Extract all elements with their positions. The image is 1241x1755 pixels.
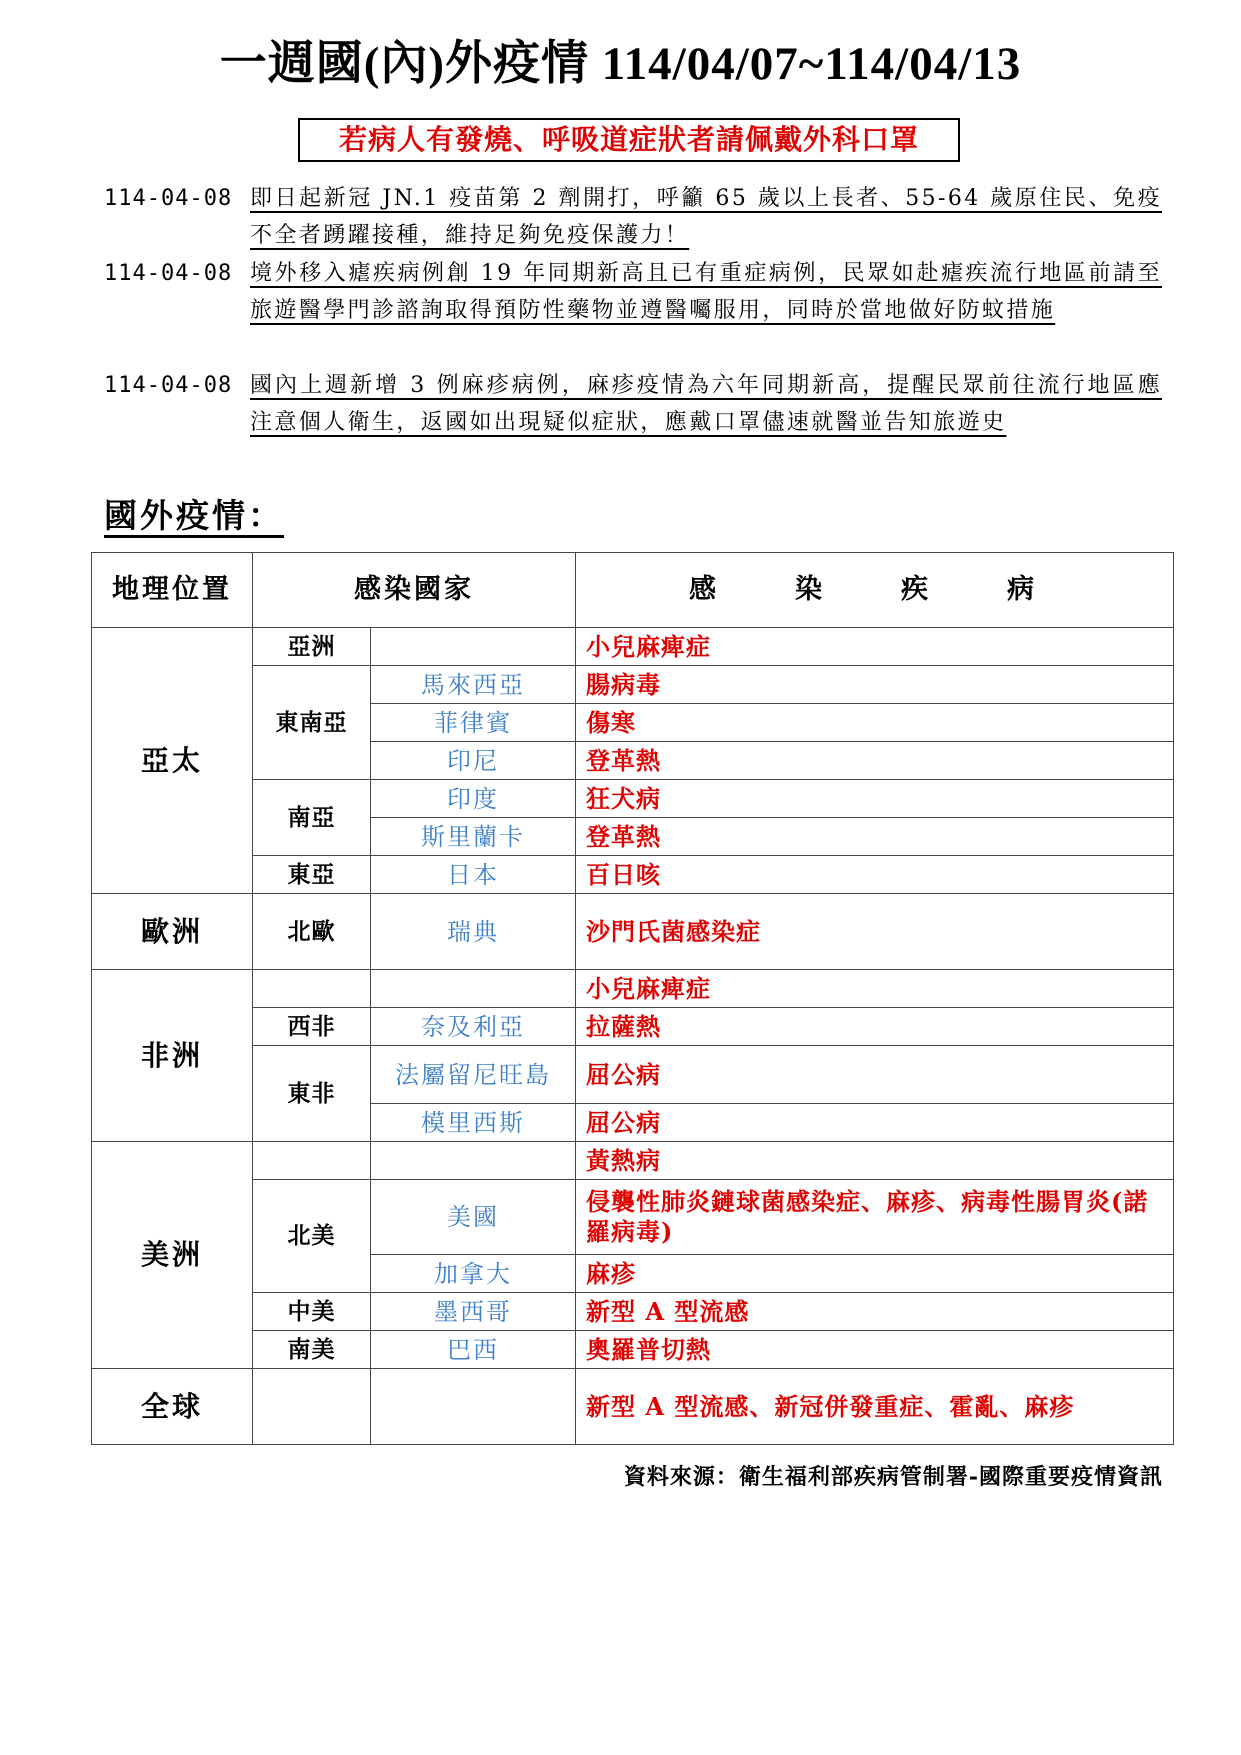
country-cell: 巴西 <box>371 1331 576 1369</box>
table-header-row <box>92 553 1174 628</box>
region-cell <box>253 1142 371 1180</box>
region-cell: 北美 <box>253 1180 371 1293</box>
disease-cell: 奧羅普切熱 <box>576 1331 1174 1369</box>
news-item <box>104 367 1164 478</box>
country-cell <box>371 628 576 666</box>
country-cell <box>371 1369 576 1445</box>
header-disease: 感 染 疾 病 <box>576 553 1174 628</box>
disease-cell: 傷寒 <box>576 704 1174 742</box>
region-cell: 中美 <box>253 1293 371 1331</box>
disease-cell: 腸病毒 <box>576 666 1174 704</box>
table-row <box>92 1180 1174 1255</box>
country-cell: 模里西斯 <box>371 1104 576 1142</box>
table-row <box>92 1142 1174 1180</box>
country-cell: 斯里蘭卡 <box>371 818 576 856</box>
country-cell: 加拿大 <box>371 1255 576 1293</box>
epidemic-table <box>91 552 1174 1445</box>
table-row <box>92 1293 1174 1331</box>
country-cell: 日本 <box>371 856 576 894</box>
header-country: 感染國家 <box>253 553 576 628</box>
country-cell: 奈及利亞 <box>371 1008 576 1046</box>
disease-cell: 小兒麻痺症 <box>576 970 1174 1008</box>
country-cell: 法屬留尼旺島 <box>371 1046 576 1104</box>
region-cell <box>253 970 371 1008</box>
news-date: 114-04-08 <box>104 373 233 398</box>
news-date: 114-04-08 <box>104 186 233 211</box>
section-title: 國外疫情： <box>104 496 284 535</box>
table-row <box>92 894 1174 970</box>
disease-cell: 登革熱 <box>576 818 1174 856</box>
disease-cell: 登革熱 <box>576 742 1174 780</box>
table-row <box>92 1369 1174 1445</box>
table-row <box>92 666 1174 704</box>
table-row <box>92 780 1174 818</box>
region-cell: 西非 <box>253 1008 371 1046</box>
data-source: 資料來源：衛生福利部疾病管制署-國際重要疫情資訊 <box>623 1464 1163 1490</box>
mask-warning-banner: 若病人有發燒、呼吸道症狀者請佩戴外科口罩 <box>298 118 960 162</box>
disease-cell: 屈公病 <box>576 1104 1174 1142</box>
geo-cell: 美洲 <box>92 1142 253 1369</box>
country-cell: 印尼 <box>371 742 576 780</box>
table-row <box>92 970 1174 1008</box>
news-text: 國內上週新增 3 例麻疹病例，麻疹疫情為六年同期新高，提醒民眾前往流行地區應注意個人衛生，返國如出現疑似症狀，應戴口罩儘速就醫並告知旅遊史 <box>250 373 1162 435</box>
region-cell: 東南亞 <box>253 666 371 780</box>
table-row <box>92 1331 1174 1369</box>
country-cell: 瑞典 <box>371 894 576 970</box>
country-cell: 印度 <box>371 780 576 818</box>
region-cell <box>253 1369 371 1445</box>
country-cell: 馬來西亞 <box>371 666 576 704</box>
geo-cell: 全球 <box>92 1369 253 1445</box>
region-cell: 南美 <box>253 1331 371 1369</box>
table-row <box>92 856 1174 894</box>
disease-cell: 小兒麻痺症 <box>576 628 1174 666</box>
news-item <box>104 180 1164 254</box>
region-cell: 東非 <box>253 1046 371 1142</box>
country-cell: 墨西哥 <box>371 1293 576 1331</box>
news-item <box>104 255 1164 366</box>
region-cell: 亞洲 <box>253 628 371 666</box>
region-cell: 東亞 <box>253 856 371 894</box>
country-cell: 美國 <box>371 1180 576 1255</box>
region-cell: 南亞 <box>253 780 371 856</box>
disease-cell: 黃熱病 <box>576 1142 1174 1180</box>
disease-cell: 新型 A 型流感 <box>576 1293 1174 1331</box>
country-cell <box>371 970 576 1008</box>
disease-cell: 屈公病 <box>576 1046 1174 1104</box>
page-title: 一週國(內)外疫情 114/04/07~114/04/13 <box>219 38 1022 90</box>
news-text: 即日起新冠 JN.1 疫苗第 2 劑開打，呼籲 65 歲以上長者、55-64 歲原住民、免疫不全者踴躍接種，維持足夠免疫保護力！ <box>250 186 1162 248</box>
geo-cell: 非洲 <box>92 970 253 1142</box>
news-date: 114-04-08 <box>104 261 233 286</box>
disease-cell: 沙門氏菌感染症 <box>576 894 1174 970</box>
table-row <box>92 1046 1174 1104</box>
geo-cell: 亞太 <box>92 628 253 894</box>
disease-cell: 狂犬病 <box>576 780 1174 818</box>
header-geo: 地理位置 <box>92 553 253 628</box>
disease-cell: 侵襲性肺炎鏈球菌感染症、麻疹、病毒性腸胃炎(諾羅病毒) <box>576 1180 1174 1255</box>
disease-cell: 百日咳 <box>576 856 1174 894</box>
country-cell: 菲律賓 <box>371 704 576 742</box>
geo-cell: 歐洲 <box>92 894 253 970</box>
region-cell: 北歐 <box>253 894 371 970</box>
news-text: 境外移入瘧疾病例創 19 年同期新高且已有重症病例，民眾如赴瘧疾流行地區前請至旅遊醫學門診諮詢取得預防性藥物並遵醫囑服用，同時於當地做好防蚊措施 <box>250 261 1162 323</box>
disease-cell: 拉薩熱 <box>576 1008 1174 1046</box>
disease-cell: 新型 A 型流感、新冠併發重症、霍亂、麻疹 <box>576 1369 1174 1445</box>
table-row <box>92 1008 1174 1046</box>
table-row <box>92 628 1174 666</box>
disease-cell: 麻疹 <box>576 1255 1174 1293</box>
country-cell <box>371 1142 576 1180</box>
